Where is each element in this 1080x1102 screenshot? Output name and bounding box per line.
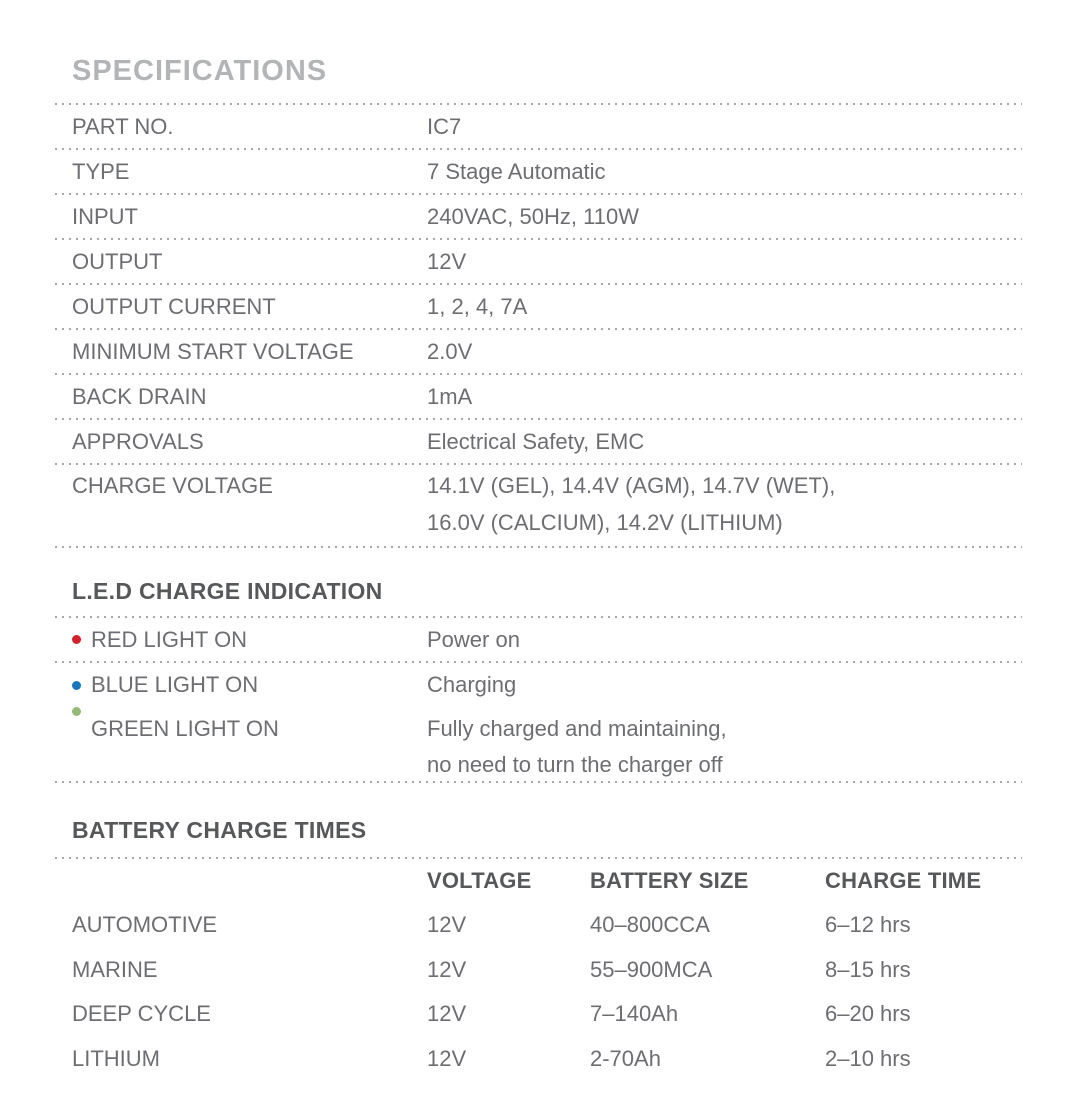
- spec-row: [55, 285, 1022, 328]
- battery-table-row: [55, 1037, 1022, 1082]
- spec-sheet: [55, 0, 1022, 1081]
- voltage-cell: 12V: [427, 912, 467, 938]
- green-led-dot-icon: [72, 707, 81, 716]
- battery-size-cell: 7–140Ah: [590, 1001, 679, 1027]
- led-label-text: BLUE LIGHT ON: [91, 672, 259, 697]
- spec-value: [427, 467, 1022, 541]
- battery-size-cell: 40–800CCA: [590, 912, 710, 938]
- battery-table-row: [55, 903, 1022, 948]
- battery-section-title: BATTERY CHARGE TIMES: [72, 817, 367, 843]
- spec-value: 1mA: [427, 383, 473, 409]
- spec-row: [55, 465, 1022, 546]
- spec-value: 1, 2, 4, 7A: [427, 293, 528, 319]
- led-row: [55, 663, 1022, 707]
- voltage-cell: 12V: [427, 1045, 467, 1071]
- spec-label: INPUT: [72, 203, 138, 229]
- spec-value: 12V: [427, 248, 467, 274]
- charge-time-cell: 6–20 hrs: [825, 1001, 911, 1027]
- spec-value: IC7: [427, 113, 462, 139]
- spec-label: TYPE: [72, 158, 130, 184]
- voltage-column-header: VOLTAGE: [427, 868, 532, 893]
- spec-label: APPROVALS: [72, 428, 204, 454]
- led-value-line: no need to turn the charger off: [427, 752, 723, 777]
- spec-row: [55, 105, 1022, 148]
- spec-label: BACK DRAIN: [72, 383, 207, 409]
- spec-row: [55, 330, 1022, 373]
- spec-value: 2.0V: [427, 338, 473, 364]
- spec-value: Electrical Safety, EMC: [427, 428, 645, 454]
- battery-size-cell: 55–900MCA: [590, 956, 713, 982]
- battery-table-row: [55, 992, 1022, 1037]
- battery-type-cell: LITHIUM: [72, 1045, 160, 1071]
- spec-row: [55, 195, 1022, 238]
- voltage-cell: 12V: [427, 956, 467, 982]
- spec-label: OUTPUT CURRENT: [72, 293, 276, 319]
- led-value: [427, 711, 1022, 783]
- charge-time-column-header: CHARGE TIME: [825, 868, 982, 893]
- led-label-text: RED LIGHT ON: [91, 626, 248, 652]
- led-label: [72, 711, 427, 747]
- spec-value: 240VAC, 50Hz, 110W: [427, 203, 639, 229]
- blue-led-dot-icon: [72, 681, 81, 690]
- battery-type-cell: DEEP CYCLE: [72, 1001, 211, 1027]
- led-value-line: Fully charged and maintaining,: [427, 716, 727, 741]
- battery-type-cell: AUTOMOTIVE: [72, 912, 218, 938]
- led-label-text: GREEN LIGHT ON: [91, 716, 279, 741]
- spec-row: [55, 150, 1022, 193]
- battery-size-cell: 2-70Ah: [590, 1045, 661, 1071]
- charge-time-cell: 2–10 hrs: [825, 1045, 911, 1071]
- battery-type-cell: MARINE: [72, 956, 158, 982]
- led-value: Charging: [427, 672, 517, 697]
- battery-table-row: [55, 948, 1022, 993]
- charge-time-cell: 8–15 hrs: [825, 956, 911, 982]
- spec-label: PART NO.: [72, 113, 174, 139]
- led-section-title: L.E.D CHARGE INDICATION: [72, 578, 383, 604]
- battery-table-header-row: [55, 859, 1022, 903]
- voltage-cell: 12V: [427, 1001, 467, 1027]
- spec-value: 7 Stage Automatic: [427, 158, 606, 184]
- spec-label: OUTPUT: [72, 248, 163, 274]
- battery-size-column-header: BATTERY SIZE: [590, 868, 749, 893]
- led-label: [72, 672, 427, 698]
- spec-row: [55, 420, 1022, 463]
- red-led-dot-icon: [72, 635, 81, 644]
- led-label: [72, 627, 427, 653]
- spec-label: CHARGE VOLTAGE: [72, 473, 273, 498]
- led-row: [55, 707, 1022, 781]
- spec-row: [55, 375, 1022, 418]
- page-title: SPECIFICATIONS: [72, 55, 328, 87]
- spec-label: MINIMUM START VOLTAGE: [72, 338, 354, 364]
- spec-value-line: 14.1V (GEL), 14.4V (AGM), 14.7V (WET),: [427, 473, 836, 498]
- dotted-divider: [55, 546, 1022, 548]
- spec-value-line: 16.0V (CALCIUM), 14.2V (LITHIUM): [427, 510, 783, 535]
- spec-row: [55, 240, 1022, 283]
- led-value: Power on: [427, 626, 520, 652]
- led-row: [55, 618, 1022, 661]
- charge-time-cell: 6–12 hrs: [825, 912, 911, 938]
